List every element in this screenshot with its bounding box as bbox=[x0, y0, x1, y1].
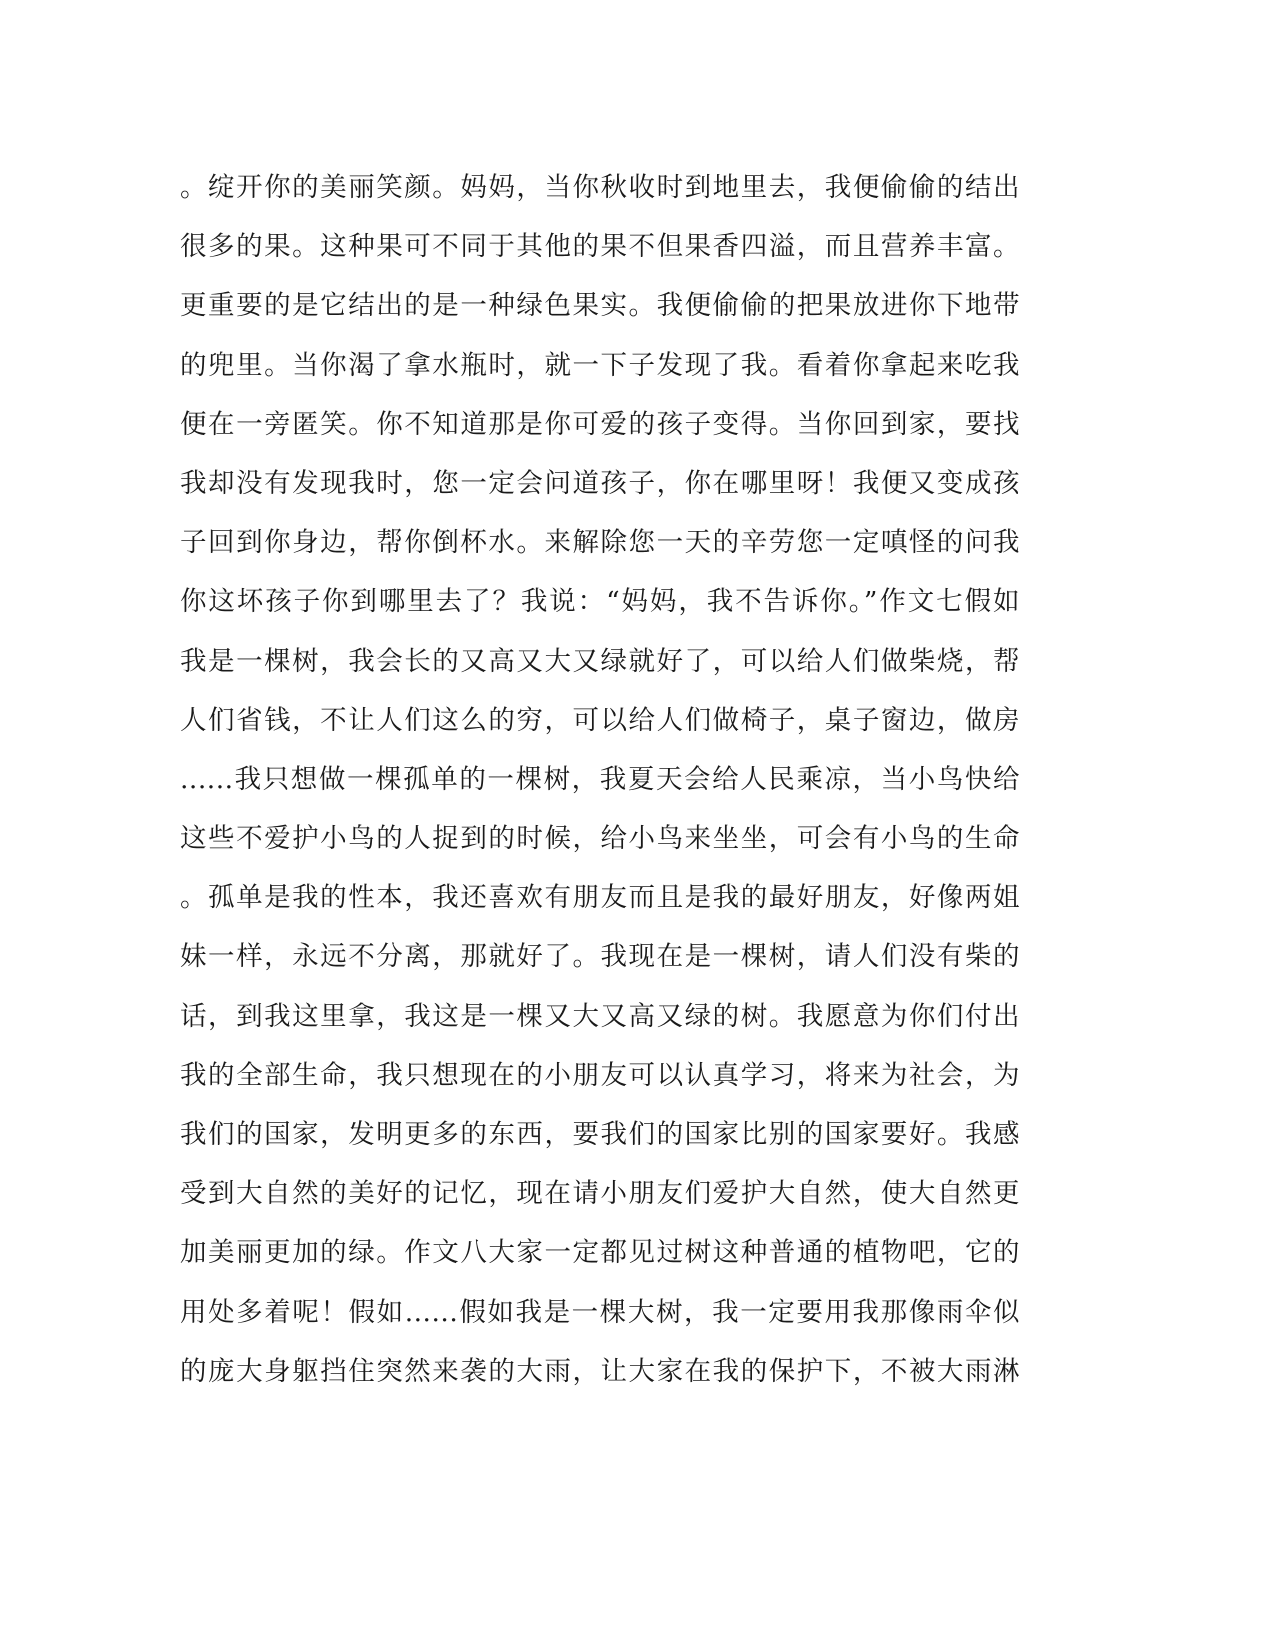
text-line: 更重要的是它结出的是一种绿色果实。我便偷偷的把果放进你下地带 bbox=[180, 290, 1020, 322]
text-line: 我的全部生命，我只想现在的小朋友可以认真学习，将来为社会，为 bbox=[180, 1059, 1020, 1091]
text-line: ......我只想做一棵孤单的一棵树，我夏天会给人民乘凉，当小鸟快给 bbox=[180, 763, 1020, 795]
text-line: 加美丽更加的绿。作文八大家一定都见过树这种普通的植物吧，它的 bbox=[180, 1237, 1020, 1269]
text-line: 我们的国家，发明更多的东西，要我们的国家比别的国家要好。我感 bbox=[180, 1119, 1020, 1150]
text-line: 。绽开你的美丽笑颜。妈妈，当你秋收时到地里去，我便偷偷的结出 bbox=[180, 172, 1020, 203]
text-line: 我却没有发现我时，您一定会问道孩子，你在哪里呀！我便又变成孩 bbox=[180, 467, 1020, 499]
text-line: 话，到我这里拿，我这是一棵又大又高又绿的树。我愿意为你们付出 bbox=[180, 1000, 1020, 1032]
text-line: 这些不爱护小鸟的人捉到的时候，给小鸟来坐坐，可会有小鸟的生命 bbox=[180, 823, 1020, 855]
text-line: 的兜里。当你渴了拿水瓶时，就一下子发现了我。看着你拿起来吃我 bbox=[180, 349, 1020, 381]
text-line: 。孤单是我的性本，我还喜欢有朋友而且是我的最好朋友，好像两姐 bbox=[180, 882, 1020, 914]
text-line: 我是一棵树，我会长的又高又大又绿就好了，可以给人们做柴烧，帮 bbox=[180, 645, 1020, 677]
text-line: 人们省钱，不让人们这么的穷，可以给人们做椅子，桌子窗边，做房 bbox=[180, 704, 1020, 736]
text-line: 用处多着呢！假如......假如我是一棵大树，我一定要用我那像雨伞似 bbox=[180, 1296, 1020, 1328]
text-line: 便在一旁匿笑。你不知道那是你可爱的孩子变得。当你回到家，要找 bbox=[180, 408, 1020, 440]
text-line: 妹一样，永远不分离，那就好了。我现在是一棵树，请人们没有柴的 bbox=[180, 941, 1020, 973]
text-line: 的庞大身躯挡住突然来袭的大雨，让大家在我的保护下，不被大雨淋 bbox=[180, 1355, 1020, 1387]
text-line: 子回到你身边，帮你倒杯水。来解除您一天的辛劳您一定嗔怪的问我 bbox=[180, 527, 1020, 559]
text-line: 很多的果。这种果可不同于其他的果不但果香四溢，而且营养丰富。 bbox=[180, 231, 1020, 263]
text-line: 你这坏孩子你到哪里去了？我说：“妈妈，我不告诉你。”作文七假如 bbox=[180, 586, 1020, 618]
document-body bbox=[180, 158, 1020, 1401]
text-line: 受到大自然的美好的记忆，现在请小朋友们爱护大自然，使大自然更 bbox=[180, 1178, 1020, 1210]
